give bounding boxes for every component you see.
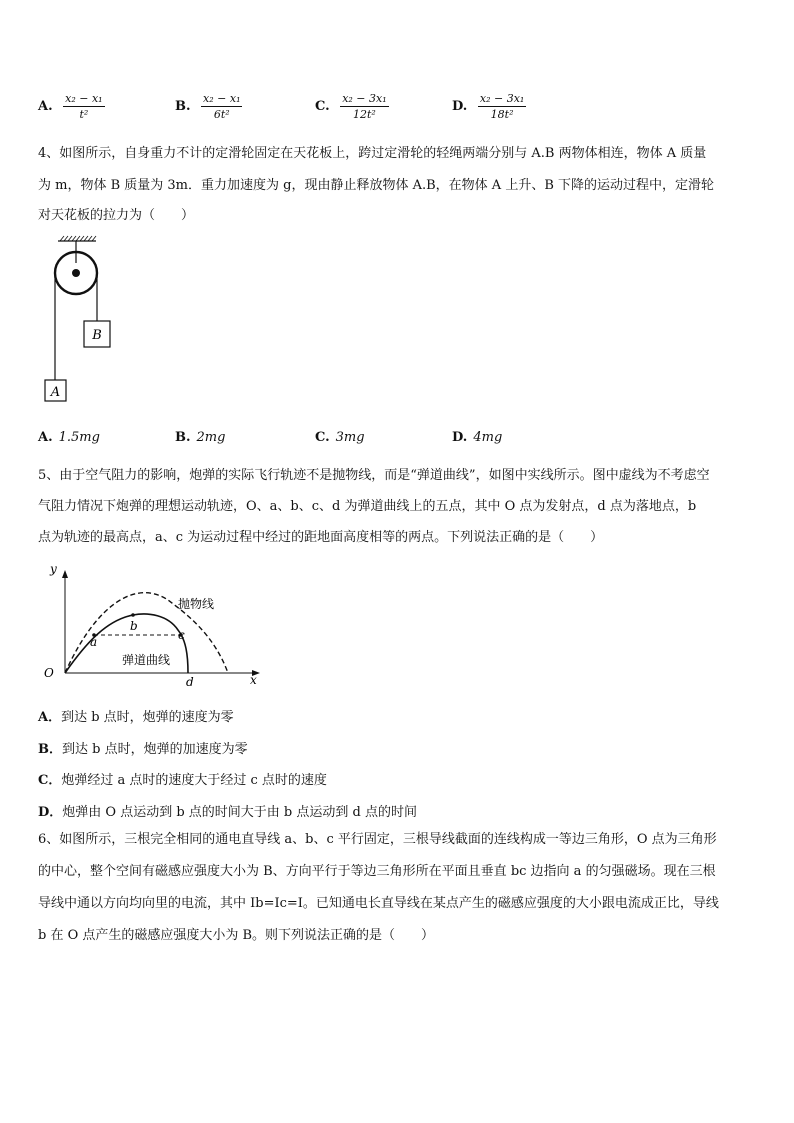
x-axis-label: x bbox=[250, 673, 257, 687]
numerator: x₂ − 3x₁ bbox=[342, 92, 387, 105]
point-b-label: b bbox=[130, 619, 138, 633]
denominator: 18t² bbox=[490, 108, 514, 121]
option-label: B. bbox=[175, 430, 191, 445]
option-label: D. bbox=[452, 99, 468, 114]
fraction bbox=[340, 92, 388, 121]
option-label: B. bbox=[175, 99, 191, 114]
q4-stem-line-3: 对天花板的拉力为（ ） bbox=[38, 208, 195, 223]
block-a-label: A bbox=[50, 385, 61, 400]
q6-stem-line-4: b 在 O 点产生的磁感应强度大小为 B。则下列说法正确的是（ ） bbox=[38, 928, 435, 943]
ballistic-label: 弹道曲线 bbox=[122, 653, 171, 667]
point-c-label: c bbox=[178, 628, 185, 642]
option-value: 1.5mg bbox=[58, 430, 100, 445]
numerator: x₂ − 3x₁ bbox=[479, 92, 525, 105]
choice-text: 炮弹由 O 点运动到 b 点的时间大于由 b 点运动到 d 点的时间 bbox=[62, 805, 417, 820]
choice-text: 炮弹经过 a 点时的速度大于经过 c 点时的速度 bbox=[61, 773, 327, 788]
choice-text: 到达 b 点时，炮弹的速度为零 bbox=[61, 710, 234, 725]
q3-option-a[interactable] bbox=[38, 92, 105, 121]
option-label: D. bbox=[452, 430, 468, 445]
q4-stem-line-1: 4、如图所示，自身重力不计的定滑轮固定在天花板上，跨过定滑轮的轻绳两端分别与 A.B 两物体相连，物体 A 质量 bbox=[38, 146, 707, 161]
q6-stem-line-3: 导线中通以方向均向里的电流，其中 Ib=Ic=I。已知通电长直导线在某点产生的磁感应强度的大小跟电流成正比，导线 bbox=[38, 896, 719, 911]
fraction bbox=[201, 92, 242, 121]
q5-choice-a[interactable] bbox=[38, 706, 234, 725]
option-label: C. bbox=[315, 430, 330, 445]
choice-label: C． bbox=[38, 773, 62, 788]
ceiling-hatch bbox=[58, 236, 96, 241]
denominator: 12t² bbox=[352, 108, 376, 121]
option-label: C. bbox=[315, 99, 330, 114]
option-value: 3mg bbox=[335, 430, 365, 445]
q5-choice-d[interactable] bbox=[38, 801, 417, 820]
option-label: A. bbox=[38, 430, 53, 445]
option-value: 2mg bbox=[196, 430, 226, 445]
q5-stem-line-2: 气阻力情况下炮弹的理想运动轨迹，O、a、b、c、d 为弹道曲线上的五点，其中 O 点为发射点，d 点为落地点，b bbox=[38, 499, 697, 514]
denominator: t² bbox=[79, 108, 89, 121]
trajectory-figure bbox=[38, 560, 268, 690]
q6-stem-line-1: 6、如图所示，三根完全相同的通电直导线 a、b、c 平行固定，三根导线截面的连线构成一等边三角形，O 点为三角形 bbox=[38, 832, 717, 847]
option-label: A. bbox=[38, 99, 53, 114]
q5-choice-c[interactable] bbox=[38, 769, 327, 788]
q4-option-d[interactable] bbox=[452, 430, 502, 445]
q6-stem-line-2: 的中心，整个空间有磁感应强度大小为 B、方向平行于等边三角形所在平面且垂直 bc 边指向 a 的匀强磁场。现在三根 bbox=[38, 864, 716, 879]
fraction bbox=[478, 92, 526, 121]
q3-option-c[interactable] bbox=[315, 92, 389, 121]
numerator: x₂ − x₁ bbox=[203, 92, 241, 105]
point-a-label: a bbox=[90, 635, 98, 649]
pulley-figure bbox=[38, 235, 128, 410]
q5-stem-line-1: 5、由于空气阻力的影响，炮弹的实际飞行轨迹不是抛物线，而是“弹道曲线”，如图中实线所示。图中虚线为不考虑空 bbox=[38, 468, 710, 483]
origin-label: O bbox=[44, 666, 54, 680]
denominator: 6t² bbox=[213, 108, 230, 121]
choice-label: A． bbox=[38, 710, 62, 725]
block-b-label: B bbox=[92, 328, 102, 343]
point-d-label: d bbox=[186, 675, 194, 689]
q5-choice-b[interactable] bbox=[38, 738, 248, 757]
choice-label: B． bbox=[38, 742, 62, 757]
q4-option-b[interactable] bbox=[175, 430, 225, 445]
q4-option-a[interactable] bbox=[38, 430, 100, 445]
q3-option-d[interactable] bbox=[452, 92, 526, 121]
y-axis-arrow bbox=[62, 570, 68, 578]
q3-option-b[interactable] bbox=[175, 92, 242, 121]
pulley-axle bbox=[72, 269, 80, 277]
fraction bbox=[63, 92, 104, 121]
point-b-dot bbox=[131, 613, 135, 617]
choice-text: 到达 b 点时，炮弹的加速度为零 bbox=[62, 742, 248, 757]
choice-label: D． bbox=[38, 805, 63, 820]
option-value: 4mg bbox=[473, 430, 503, 445]
parabola-label: 抛物线 bbox=[178, 597, 215, 611]
y-axis-label: y bbox=[50, 562, 57, 576]
q5-stem-line-3: 点为轨迹的最高点，a、c 为运动过程中经过的距地面高度相等的两点。下列说法正确的是（ ） bbox=[38, 530, 604, 545]
q4-stem-line-2: 为 m，物体 B 质量为 3m．重力加速度为 g，现由静止释放物体 A.B，在物体 A 上升、B 下降的运动过程中，定滑轮 bbox=[38, 178, 715, 193]
numerator: x₂ − x₁ bbox=[65, 92, 103, 105]
q4-option-c[interactable] bbox=[315, 430, 365, 445]
